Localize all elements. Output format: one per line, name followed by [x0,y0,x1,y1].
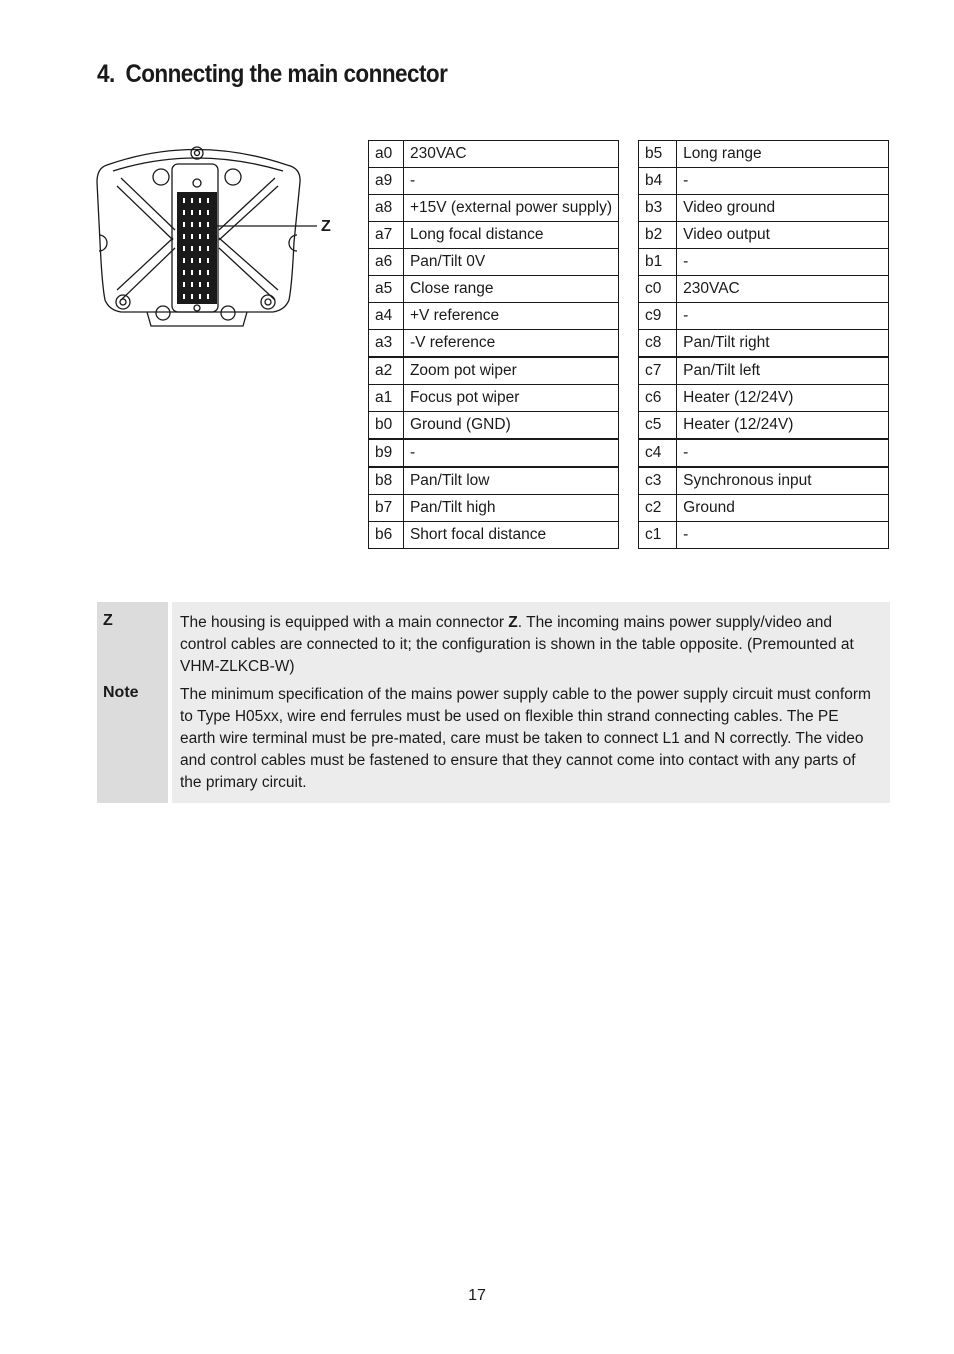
pin-code: b9 [369,439,404,467]
pin-row [639,412,889,440]
pin-function: Heater (12/24V) [677,385,889,412]
pin-function: +V reference [403,303,618,330]
section-number: 4. [97,60,115,88]
pin-code: a5 [369,276,404,303]
pin-row [639,357,889,385]
pin-code: b2 [639,222,677,249]
connector-callout-label: Z [321,218,331,235]
pin-row [639,495,889,522]
pin-function: Zoom pot wiper [403,357,618,385]
pin-function: - [677,303,889,330]
pin-code: c4 [639,439,677,467]
pin-code: b5 [639,141,677,168]
pin-code: c8 [639,330,677,358]
pin-row [369,385,619,412]
pin-code: a2 [369,357,404,385]
pin-row [639,467,889,495]
pin-function: Ground [677,495,889,522]
pin-function: 230VAC [403,141,618,168]
pin-code: a6 [369,249,404,276]
pin-function: - [677,168,889,195]
pin-row [369,357,619,385]
notes-box [97,602,890,803]
pin-code: a7 [369,222,404,249]
pin-function: Video ground [677,195,889,222]
pin-table-right [638,140,889,549]
pin-code: b1 [639,249,677,276]
pin-function: -V reference [403,330,618,358]
pin-code: c1 [639,522,677,549]
pin-code: c2 [639,495,677,522]
pin-code: a8 [369,195,404,222]
pin-code: a3 [369,330,404,358]
pin-code: c3 [639,467,677,495]
pin-function: +15V (external power supply) [403,195,618,222]
pin-function: Heater (12/24V) [677,412,889,440]
pin-row [369,439,619,467]
pin-row [639,249,889,276]
pin-code: c7 [639,357,677,385]
pin-function: Synchronous input [677,467,889,495]
pin-code: b3 [639,195,677,222]
pin-function: - [677,439,889,467]
pin-function: - [403,168,618,195]
pin-function: - [403,439,618,467]
pin-function: Pan/Tilt left [677,357,889,385]
page-number: 17 [468,1287,486,1304]
pin-row [369,222,619,249]
pin-row [639,330,889,358]
pin-row [369,249,619,276]
pin-function: Long range [677,141,889,168]
pin-row [639,522,889,549]
pin-code: b8 [369,467,404,495]
pin-row [369,330,619,358]
pin-row [369,495,619,522]
pin-row [639,303,889,330]
pin-code: a9 [369,168,404,195]
pin-row [639,439,889,467]
pin-function: Pan/Tilt 0V [403,249,618,276]
pin-function: Pan/Tilt low [403,467,618,495]
pin-code: a4 [369,303,404,330]
pin-row [369,522,619,549]
pin-row [639,276,889,303]
pin-function: Long focal distance [403,222,618,249]
pin-table-left [368,140,619,549]
pin-row [369,195,619,222]
z-key: Z [103,612,113,629]
section-heading [97,60,447,89]
pin-function: Short focal distance [403,522,618,549]
connector-diagram [95,140,340,330]
pin-function: 230VAC [677,276,889,303]
z-description-part: . The incoming mains power supply/video and control cables are connected to it; the configuration is shown in the table opposite. (Premounted at VHM-ZLKCB-W) [180,614,854,675]
pin-code: c5 [639,412,677,440]
pin-function: - [677,522,889,549]
notes-text-column [172,602,890,803]
pin-code: a0 [369,141,404,168]
pin-row [369,168,619,195]
pin-function: Close range [403,276,618,303]
z-description [180,612,876,678]
pin-code: b7 [369,495,404,522]
pin-code: a1 [369,385,404,412]
pin-function: Video output [677,222,889,249]
pin-function: Ground (GND) [403,412,618,440]
pin-row [639,168,889,195]
housing-drawing [95,140,340,330]
pin-row [369,467,619,495]
pin-row [369,412,619,440]
pin-code: b6 [369,522,404,549]
pin-code: b0 [369,412,404,440]
pin-code: c9 [639,303,677,330]
pin-row [369,276,619,303]
section-title: Connecting the main connector [125,60,448,88]
note-key: Note [103,684,139,701]
pin-code: b4 [639,168,677,195]
notes-key-column [97,602,168,803]
pin-function: - [677,249,889,276]
pin-row [639,222,889,249]
pin-row [369,303,619,330]
pin-row [639,385,889,412]
pin-code: c6 [639,385,677,412]
note-description: The minimum specification of the mains power supply cable to the power supply circuit must conform to Type H05xx, wire end ferrules must be used on flexible thin strand connecting cables. The PE earth wire terminal must be pre-mated, care must be taken to connect L1 and N correctly. The video and control cables must be fastened to ensure that they cannot come into contact with any parts of the primary circuit. [180,686,871,791]
z-description-bold: Z [508,614,518,631]
pin-function: Focus pot wiper [403,385,618,412]
pin-function: Pan/Tilt high [403,495,618,522]
pin-code: c0 [639,276,677,303]
z-description-part: The housing is equipped with a main connector [180,614,509,631]
pin-function: Pan/Tilt right [677,330,889,358]
pin-row [639,195,889,222]
pin-row [639,141,889,168]
pin-row [369,141,619,168]
